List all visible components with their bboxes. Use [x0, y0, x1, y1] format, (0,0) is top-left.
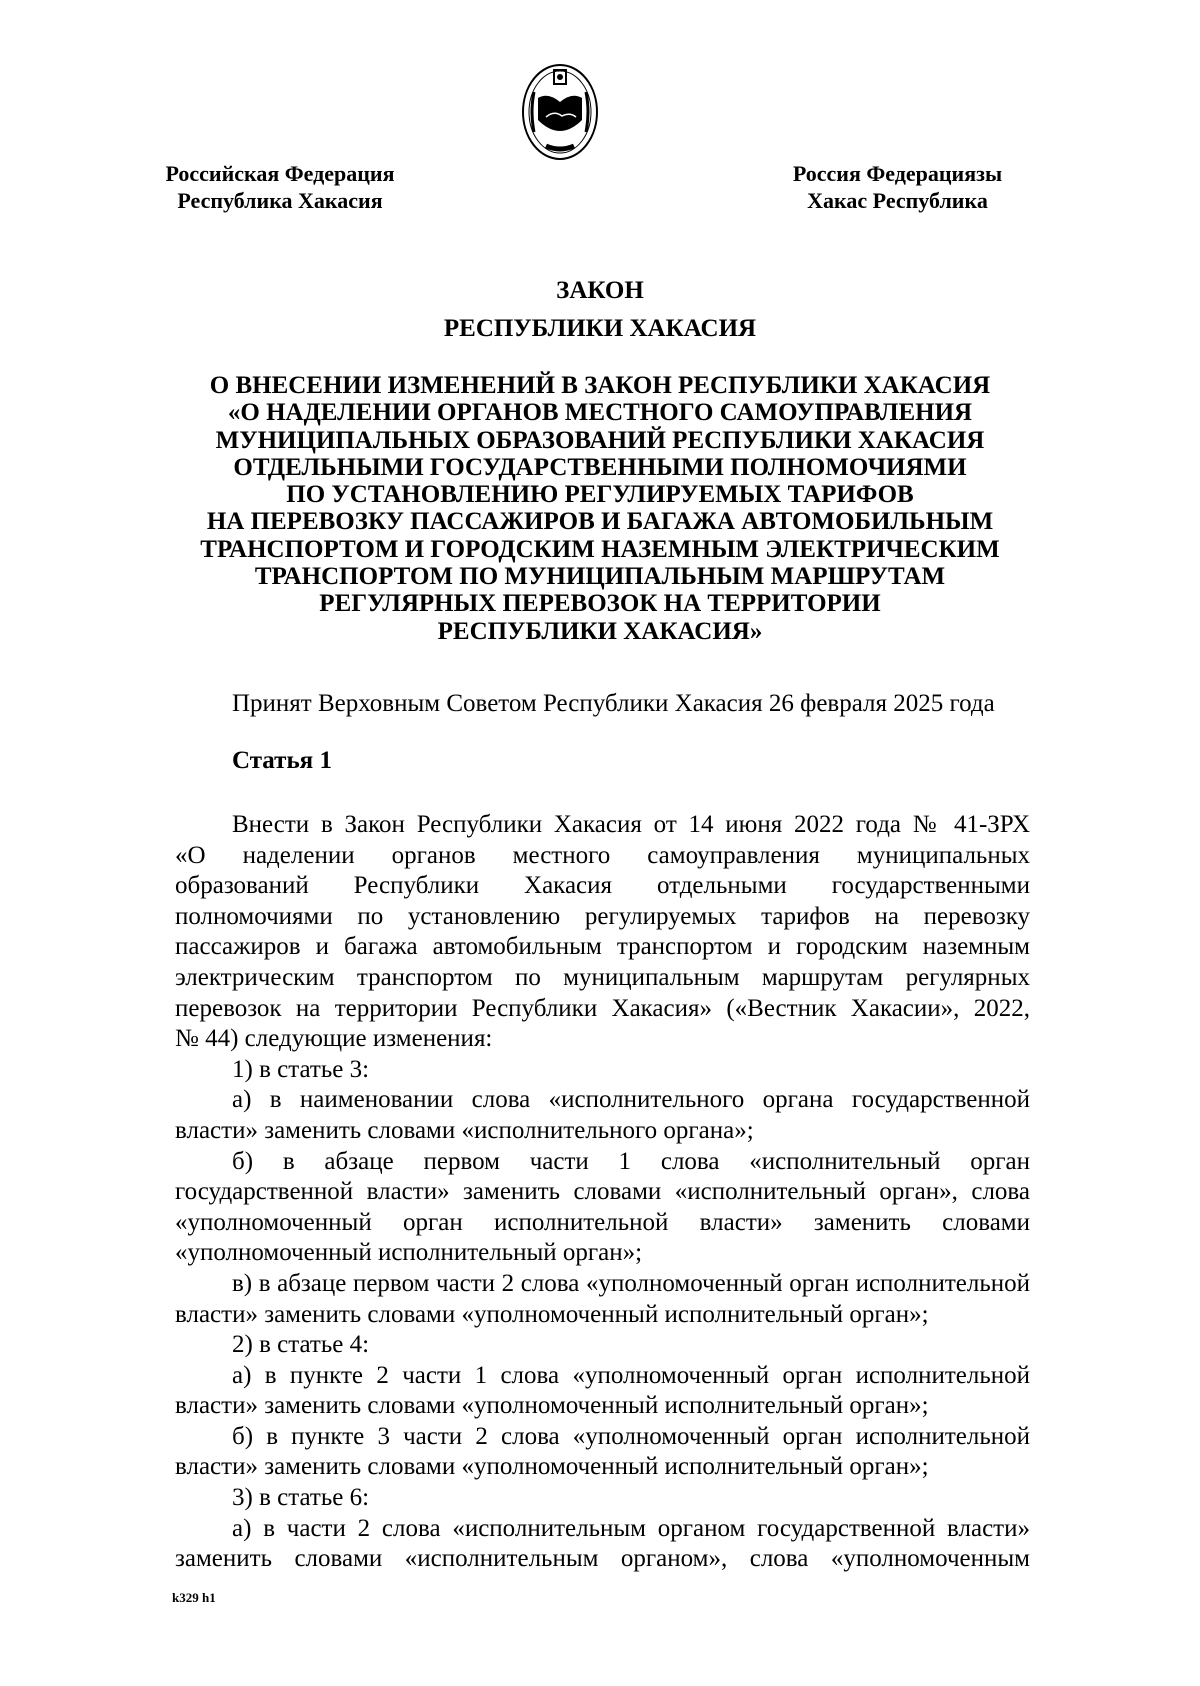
- paragraph: [175, 1085, 1030, 1146]
- header-left-line: Российская Федерация: [165, 161, 395, 186]
- document-type: ЗАКОН: [556, 277, 644, 304]
- paragraph-line: пассажиров и багажа автомобильным транспортом и городским наземным: [175, 933, 1030, 961]
- paragraph-line: а) в пункте 2 части 1 слова «уполномоченный орган исполнительной: [232, 1361, 1030, 1389]
- paragraph-line: власти» заменить словами «уполномоченный исполнительный орган»;: [175, 1453, 929, 1481]
- heading-line: ОТДЕЛЬНЫМИ ГОСУДАРСТВЕННЫМИ ПОЛНОМОЧИЯМИ: [233, 453, 967, 481]
- heading-line: РЕСПУБЛИКИ ХАКАСИЯ»: [437, 617, 763, 645]
- paragraph: [175, 1422, 1030, 1483]
- paragraph-line: б) в пункте 3 части 2 слова «уполномоченный орган исполнительной: [232, 1422, 1030, 1450]
- heading-line: МУНИЦИПАЛЬНЫХ ОБРАЗОВАНИЙ РЕСПУБЛИКИ ХАКАСИЯ: [215, 426, 985, 454]
- paragraph-line: перевозок на территории Республики Хакасия» («Вестник Хакасии», 2022,: [175, 994, 1030, 1022]
- heading-line: ТРАНСПОРТОМ ПО МУНИЦИПАЛЬНЫМ МАРШРУТАМ: [254, 563, 946, 591]
- footer-code: k329 h1: [172, 1590, 216, 1605]
- header-right-line: Хакас Республика: [807, 188, 988, 213]
- heading-line: НА ПЕРЕВОЗКУ ПАССАЖИРОВ И БАГАЖА АВТОМОБИЛЬНЫМ: [206, 508, 994, 536]
- paragraph-line: 1) в статье 3:: [232, 1055, 370, 1083]
- paragraph: [175, 1330, 1030, 1361]
- paragraph: [175, 810, 1030, 1055]
- header-left: [160, 160, 400, 214]
- paragraph-line: «уполномоченный исполнительный орган»;: [175, 1239, 643, 1267]
- paragraph-line: полномочиями по установлению регулируемых тарифов на перевозку: [175, 902, 1030, 930]
- article-title: Статья 1: [232, 747, 332, 774]
- paragraph-line: № 44) следующие изменения:: [175, 1025, 493, 1053]
- paragraph-line: б) в абзаце первом части 1 слова «исполнительный орган: [232, 1147, 1030, 1175]
- heading-line: ТРАНСПОРТОМ И ГОРОДСКИМ НАЗЕМНЫМ ЭЛЕКТРИЧЕСКИМ: [200, 535, 1000, 563]
- header-left-line: Республика Хакасия: [177, 188, 383, 213]
- header-right-line: Россия Федерациязы: [792, 161, 1003, 186]
- paragraph: [175, 1361, 1030, 1422]
- paragraph-line: а) в части 2 слова «исполнительным органом государственной власти»: [232, 1514, 1030, 1542]
- paragraph: [175, 1483, 1030, 1514]
- paragraph-line: власти» заменить словами «уполномоченный исполнительный орган»;: [175, 1392, 929, 1420]
- paragraph-line: власти» заменить словами «уполномоченный исполнительный орган»;: [175, 1300, 929, 1328]
- law-heading: [150, 372, 1050, 645]
- adoption-note: Принят Верховным Советом Республики Хакасия 26 февраля 2025 года: [232, 690, 995, 717]
- article-body: [175, 810, 1030, 1575]
- paragraph-line: государственной власти» заменить словами «исполнительный орган», слова: [175, 1178, 1030, 1206]
- header-right: [785, 160, 1010, 214]
- paragraph: [175, 1147, 1030, 1269]
- paragraph-line: образований Республики Хакасия отдельными государственными: [175, 872, 1030, 900]
- paragraph-line: заменить словами «исполнительным органом», слова «уполномоченным: [175, 1545, 1030, 1573]
- heading-line: ПО УСТАНОВЛЕНИЮ РЕГУЛИРУЕМЫХ ТАРИФОВ: [286, 481, 914, 509]
- paragraph-line: Внести в Закон Республики Хакасия от 14 июня 2022 года № 41-ЗРХ: [232, 811, 1030, 838]
- heading-line: О ВНЕСЕНИИ ИЗМЕНЕНИЙ В ЗАКОН РЕСПУБЛИКИ ХАКАСИЯ: [209, 372, 991, 399]
- paragraph: [175, 1269, 1030, 1330]
- paragraph-line: «О наделении органов местного самоуправления муниципальных: [175, 841, 1030, 869]
- paragraph-line: электрическим транспортом по муниципальным маршрутам регулярных: [175, 963, 1030, 991]
- paragraph: [175, 1055, 1030, 1086]
- paragraph-line: власти» заменить словами «исполнительного органа»;: [175, 1116, 754, 1144]
- heading-line: РЕГУЛЯРНЫХ ПЕРЕВОЗОК НА ТЕРРИТОРИИ: [319, 590, 881, 618]
- paragraph-line: «уполномоченный орган исполнительной власти» заменить словами: [175, 1208, 1030, 1236]
- heading-line: «О НАДЕЛЕНИИ ОРГАНОВ МЕСТНОГО САМОУПРАВЛЕНИЯ: [227, 399, 973, 427]
- paragraph-line: в) в абзаце первом части 2 слова «уполномоченный орган исполнительной: [232, 1269, 1030, 1297]
- paragraph-line: 3) в статье 6:: [232, 1484, 370, 1512]
- document-issuer: РЕСПУБЛИКИ ХАКАСИЯ: [443, 315, 757, 342]
- paragraph-line: 2) в статье 4:: [232, 1331, 370, 1359]
- paragraph-line: а) в наименовании слова «исполнительного органа государственной: [232, 1086, 1030, 1114]
- paragraph: [175, 1514, 1030, 1575]
- coat-of-arms-icon: [520, 62, 600, 162]
